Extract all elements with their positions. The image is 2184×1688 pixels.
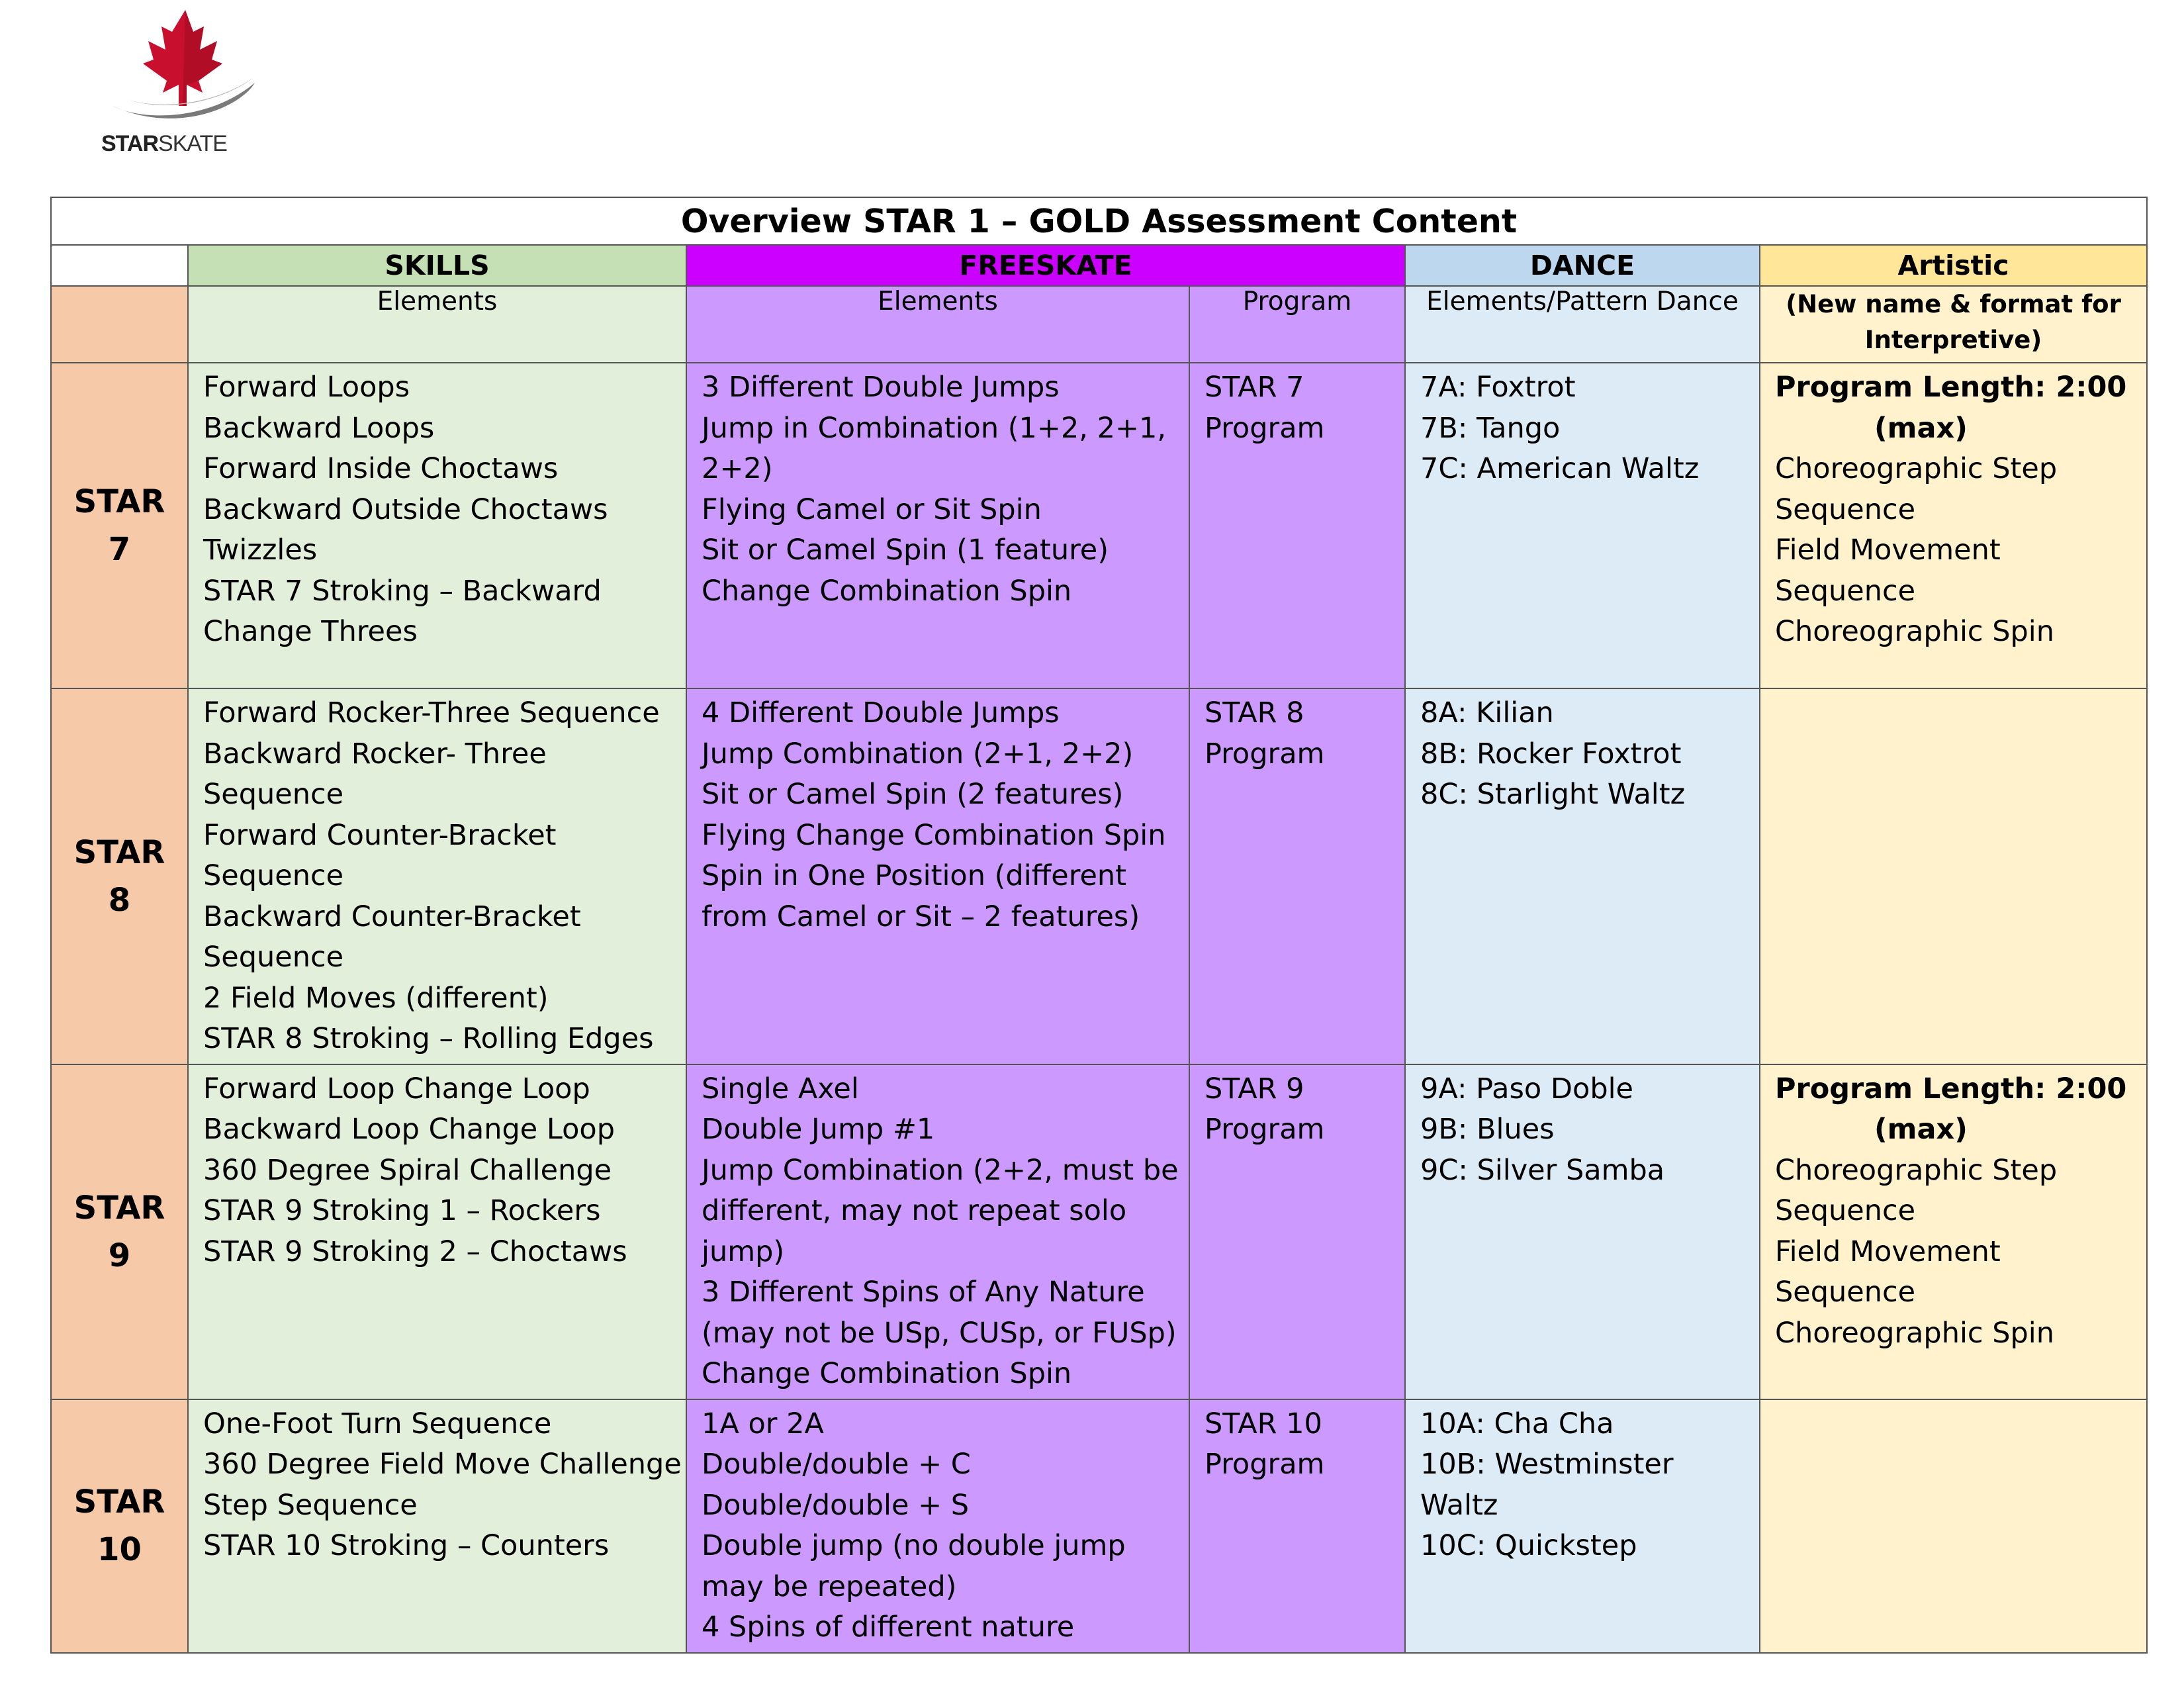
skill-item: STAR 9 Stroking 2 – Choctaws bbox=[203, 1235, 627, 1268]
program-length-max: (max) bbox=[1874, 411, 1968, 445]
freeskate-item: Double/double + S bbox=[702, 1488, 970, 1522]
subheader-freeskate-program: Program bbox=[1189, 286, 1405, 363]
freeskate-item: 4 Spins of different nature bbox=[702, 1611, 1075, 1644]
freeskate-program-cell bbox=[1189, 363, 1405, 688]
star-row bbox=[51, 1064, 2147, 1399]
program-item: STAR 7 Program bbox=[1205, 371, 1325, 445]
skills-cell bbox=[188, 1064, 686, 1399]
subheader-skills-elements: Elements bbox=[188, 286, 686, 363]
artistic-item: Choreographic Step Sequence bbox=[1775, 452, 2058, 526]
skill-item: One-Foot Turn Sequence bbox=[203, 1407, 552, 1440]
subheader-dance: Elements/Pattern Dance bbox=[1405, 286, 1760, 363]
blank-star-subheader bbox=[51, 286, 188, 363]
star-level-text: STAR bbox=[73, 1483, 165, 1521]
freeskate-item: Jump Combination (2+2, must be different, may not repeat solo jump) bbox=[702, 1153, 1179, 1268]
group-header-skills: SKILLS bbox=[188, 245, 686, 286]
freeskate-item: 3 Different Double Jumps bbox=[702, 371, 1060, 404]
skill-item: STAR 8 Stroking – Rolling Edges bbox=[203, 1022, 654, 1055]
skill-item: STAR 9 Stroking 1 – Rockers bbox=[203, 1194, 601, 1227]
skill-item: 360 Degree Spiral Challenge bbox=[203, 1153, 612, 1187]
skill-item: Forward Inside Choctaws bbox=[203, 452, 559, 485]
artistic-item: Field Movement Sequence bbox=[1775, 1235, 2001, 1309]
freeskate-item: Jump Combination (2+1, 2+2) bbox=[702, 737, 1134, 771]
star-level-label bbox=[51, 363, 188, 688]
blank-corner bbox=[51, 245, 188, 286]
dance-item: 8C: Starlight Waltz bbox=[1420, 778, 1686, 811]
skill-item: Backward Loop Change Loop bbox=[203, 1113, 615, 1146]
starskate-logo bbox=[99, 7, 265, 159]
group-header-dance: DANCE bbox=[1405, 245, 1760, 286]
dance-item: 7C: American Waltz bbox=[1420, 452, 1700, 485]
star-level-text: STAR bbox=[73, 483, 165, 520]
program-item: STAR 9 Program bbox=[1205, 1072, 1325, 1146]
star-row bbox=[51, 363, 2147, 688]
freeskate-item: Jump in Combination (1+2, 2+1, 2+2) bbox=[702, 411, 1167, 485]
dance-item: 7B: Tango bbox=[1420, 411, 1561, 445]
skill-item: Step Sequence bbox=[203, 1488, 418, 1522]
program-item: STAR 10 Program bbox=[1205, 1407, 1325, 1481]
artistic-cell bbox=[1760, 688, 2147, 1064]
dance-cell bbox=[1405, 1064, 1760, 1399]
program-item: STAR 8 Program bbox=[1205, 696, 1325, 771]
star-level-text: STAR bbox=[73, 833, 165, 871]
skill-item: Forward Rocker-Three Sequence bbox=[203, 696, 660, 729]
program-length-max: (max) bbox=[1874, 1113, 1968, 1146]
dance-item: 10B: Westminster Waltz bbox=[1420, 1448, 1674, 1522]
dance-cell bbox=[1405, 1399, 1760, 1653]
dance-item: 8B: Rocker Foxtrot bbox=[1420, 737, 1682, 771]
freeskate-item: 3 Different Spins of Any Nature (may not be USp, CUSp, or FUSp) bbox=[702, 1276, 1177, 1350]
dance-item: 10C: Quickstep bbox=[1420, 1529, 1637, 1562]
star-level-text: 9 bbox=[108, 1237, 131, 1274]
group-header-artistic: Artistic bbox=[1760, 245, 2147, 286]
dance-item: 9C: Silver Samba bbox=[1420, 1153, 1665, 1187]
freeskate-item: Sit or Camel Spin (1 feature) bbox=[702, 534, 1109, 567]
dance-item: 9A: Paso Doble bbox=[1420, 1072, 1634, 1105]
skill-item: 2 Field Moves (different) bbox=[203, 981, 549, 1015]
freeskate-program-cell bbox=[1189, 688, 1405, 1064]
artistic-item: Field Movement Sequence bbox=[1775, 534, 2001, 608]
artistic-cell bbox=[1760, 1064, 2147, 1399]
artistic-item: Choreographic Spin bbox=[1775, 615, 2055, 648]
skill-item: Backward Rocker- Three Sequence bbox=[203, 737, 547, 811]
artistic-cell bbox=[1760, 363, 2147, 688]
freeskate-program-cell bbox=[1189, 1064, 1405, 1399]
table-title: Overview STAR 1 – GOLD Assessment Content bbox=[51, 197, 2147, 245]
star-level-text: 7 bbox=[108, 531, 131, 568]
skill-item: Backward Counter-Bracket Sequence bbox=[203, 900, 581, 974]
freeskate-item: 4 Different Double Jumps bbox=[702, 696, 1060, 729]
dance-item: 10A: Cha Cha bbox=[1420, 1407, 1614, 1440]
freeskate-item: Double/double + C bbox=[702, 1448, 971, 1481]
skill-item: 360 Degree Field Move Challenge bbox=[203, 1448, 682, 1481]
dance-item: 8A: Kilian bbox=[1420, 696, 1554, 729]
program-length-label: Program Length: 2:00 bbox=[1775, 371, 2127, 404]
freeskate-item: Change Combination Spin bbox=[702, 574, 1072, 608]
star-level-text: 10 bbox=[97, 1531, 142, 1568]
artistic-cell bbox=[1760, 1399, 2147, 1653]
dance-item: 9B: Blues bbox=[1420, 1113, 1555, 1146]
dance-cell bbox=[1405, 688, 1760, 1064]
logo-wordmark: STARSKATE bbox=[101, 131, 227, 156]
skill-item: Forward Counter-Bracket Sequence bbox=[203, 818, 557, 892]
skill-item: Backward Loops bbox=[203, 411, 435, 445]
star-row bbox=[51, 688, 2147, 1064]
star-row bbox=[51, 1399, 2147, 1653]
skills-cell bbox=[188, 363, 686, 688]
overview-table bbox=[50, 197, 2148, 1654]
freeskate-item: Sit or Camel Spin (2 features) bbox=[702, 778, 1124, 811]
freeskate-elements-cell bbox=[686, 1064, 1189, 1399]
artistic-item: Choreographic Step Sequence bbox=[1775, 1153, 2058, 1227]
skills-cell bbox=[188, 1399, 686, 1653]
dance-item: 7A: Foxtrot bbox=[1420, 371, 1576, 404]
freeskate-item: Flying Camel or Sit Spin bbox=[702, 492, 1042, 526]
program-length-label: Program Length: 2:00 bbox=[1775, 1072, 2127, 1105]
freeskate-item: Flying Change Combination Spin bbox=[702, 818, 1166, 852]
star-level-label bbox=[51, 688, 188, 1064]
subheader-freeskate-elements: Elements bbox=[686, 286, 1189, 363]
skill-item: Twizzles bbox=[203, 534, 318, 567]
freeskate-item: Double jump (no double jump may be repeated) bbox=[702, 1529, 1126, 1603]
skills-cell bbox=[188, 688, 686, 1064]
freeskate-elements-cell bbox=[686, 363, 1189, 688]
star-level-text: 8 bbox=[108, 881, 131, 919]
group-header-freeskate: FREESKATE bbox=[686, 245, 1405, 286]
star-level-label bbox=[51, 1064, 188, 1399]
maple-leaf-skate-logo-icon bbox=[99, 7, 265, 132]
freeskate-elements-cell bbox=[686, 688, 1189, 1064]
freeskate-item: Spin in One Position (different from Camel or Sit – 2 features) bbox=[702, 859, 1140, 933]
freeskate-elements-cell bbox=[686, 1399, 1189, 1653]
star-level-text: STAR bbox=[73, 1189, 165, 1227]
artistic-item: Choreographic Spin bbox=[1775, 1316, 2055, 1350]
skill-item: Forward Loop Change Loop bbox=[203, 1072, 590, 1105]
freeskate-program-cell bbox=[1189, 1399, 1405, 1653]
skill-item: STAR 7 Stroking – Backward Change Threes bbox=[203, 574, 602, 648]
star-level-label bbox=[51, 1399, 188, 1653]
skill-item: Backward Outside Choctaws bbox=[203, 492, 608, 526]
subheader-artistic: (New name & format for Interpretive) bbox=[1760, 286, 2147, 363]
skill-item: STAR 10 Stroking – Counters bbox=[203, 1529, 610, 1562]
dance-cell bbox=[1405, 363, 1760, 688]
freeskate-item: Double Jump #1 bbox=[702, 1113, 935, 1146]
freeskate-item: Single Axel bbox=[702, 1072, 859, 1105]
skill-item: Forward Loops bbox=[203, 371, 410, 404]
freeskate-item: 1A or 2A bbox=[702, 1407, 824, 1440]
freeskate-item: Change Combination Spin bbox=[702, 1357, 1072, 1390]
